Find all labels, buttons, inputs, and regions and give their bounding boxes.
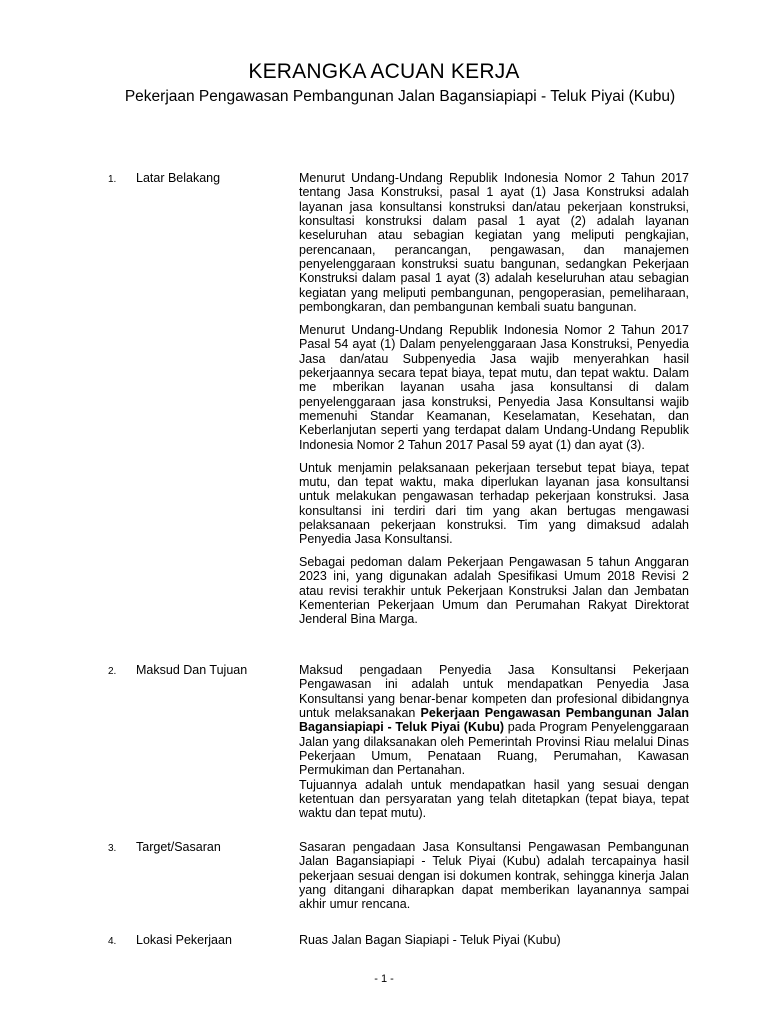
paragraph: Sasaran pengadaan Jasa Konsultansi Pengawasan Pembangunan Jalan Bagansiapiapi - Teluk Piyai (Kubu) adalah tercapainya hasil pekerjaan sesuai dengan isi dokumen kontrak, sehingga kinerja Jalan yang ditangani diharapkan dapat memberikan layanannya sampai akhir umur rencana.	[299, 840, 689, 912]
section-label: Lokasi Pekerjaan	[136, 933, 232, 947]
section-number: 4.	[108, 936, 117, 947]
section-number: 1.	[108, 174, 117, 185]
section-number: 3.	[108, 843, 117, 854]
page-number: - 1 -	[374, 973, 394, 985]
paragraph: Menurut Undang-Undang Republik Indonesia Nomor 2 Tahun 2017 tentang Jasa Konstruksi, pasal 1 ayat (1) Jasa Konstruksi adalah layanan jasa konsultansi konstruksi dan/atau pekerjaan konstruksi, konsultasi konstruksi dalam pasal 1 ayat (2) adalah layanan keseluruhan atau sebagian kegiatan yang meliputi pengkajian, perencanaan, perancangan, pengawasan, dan manajemen penyelenggaraan konstruksi suatu bangunan, sedangkan Pekerjaan Konstruksi dalam pasal 1 ayat (3) adalah keseluruhan atau sebagian kegiatan yang meliputi pembangunan, pengoperasian, pemeliharaan, pembongkaran, dan pembangunan kembali suatu bangunan.	[299, 171, 689, 315]
paragraph: Tujuannya adalah untuk mendapatkan hasil yang sesuai dengan ketentuan dan persyaratan yang telah ditetapkan (tepat biaya, tepat waktu dan tepat mutu).	[299, 777, 689, 821]
paragraph: Menurut Undang-Undang Republik Indonesia Nomor 2 Tahun 2017 Pasal 54 ayat (1) Dalam penyelenggaraan Jasa Konstruksi, Penyedia Jasa dan/atau Subpenyedia Jasa wajib menyerahkan hasil pekerjaannya secara tepat biaya, tepat mutu, dan tepat waktu. Dalam me mberikan layanan usaha jasa konsultansi di dalam penyelenggaraan jasa konstruksi, Penyedia Jasa Konsultansi wajib memenuhi Standar Keamanan, Keselamatan, Kesehatan, dan Keberlanjutan seperti yang terdapat dalam Undang-Undang Republik Indonesia Nomor 2 Tahun 2017 Pasal 59 ayat (1) dan ayat (3).	[299, 322, 689, 452]
section-label: Maksud Dan Tujuan	[136, 663, 248, 677]
paragraph: Untuk menjamin pelaksanaan pekerjaan tersebut tepat biaya, tepat mutu, dan tepat waktu, maka diperlukan layanan jasa konsultansi untuk melakukan pengawasan terhadap pekerjaan konstruksi. Jasa konsultansi ini terdiri dari tim yang akan bertugas mengawasi pelaksanaan pekerjaan konstruksi. Tim yang dimaksud adalah Penyedia Jasa Konsultansi.	[299, 460, 689, 547]
section-body	[299, 663, 689, 829]
section-body	[299, 840, 689, 920]
bold-project-name: Pekerjaan Pengawasan Pembangunan Jalan Bagansiapiapi - Teluk Piyai (Kubu)	[299, 706, 689, 735]
section-body	[299, 933, 689, 956]
paragraph: Sebagai pedoman dalam Pekerjaan Pengawasan 5 tahun Anggaran 2023 ini, yang digunakan adalah Spesifikasi Umum 2018 Revisi 2 atau revisi terakhir untuk Pekerjaan Konstruksi Jalan dan Jembatan Kementerian Pekerjaan Umum dan Perumahan Rakyat Direktorat Jenderal Bina Marga.	[299, 555, 689, 627]
text-run: pada Program Penyelenggaraan Jalan yang dilaksanakan oleh Pemerintah Provinsi Riau melalui Dinas Pekerjaan Umum, Penataan Ruang, Perumahan, Kawasan Permukiman dan Pertanahan.	[299, 720, 690, 778]
document-title: KERANGKA ACUAN KERJA	[248, 60, 520, 83]
paragraph: Ruas Jalan Bagan Siapiapi - Teluk Piyai (Kubu)	[299, 933, 561, 947]
section-body	[299, 171, 689, 635]
section-label: Target/Sasaran	[136, 840, 221, 854]
paragraph	[299, 663, 689, 778]
section-label: Latar Belakang	[136, 171, 221, 185]
text-run: Maksud pengadaan Penyedia Jasa Konsultansi Pekerjaan Pengawasan ini adalah untuk mendapatkan Penyedia Jasa Konsultansi yang benar-benar kompeten dan profesional dibidangnya untuk melaksanakan	[299, 663, 689, 721]
document-subtitle: Pekerjaan Pengawasan Pembangunan Jalan Bagansiapiapi - Teluk Piyai (Kubu)	[124, 88, 676, 105]
section-number: 2.	[108, 666, 117, 677]
